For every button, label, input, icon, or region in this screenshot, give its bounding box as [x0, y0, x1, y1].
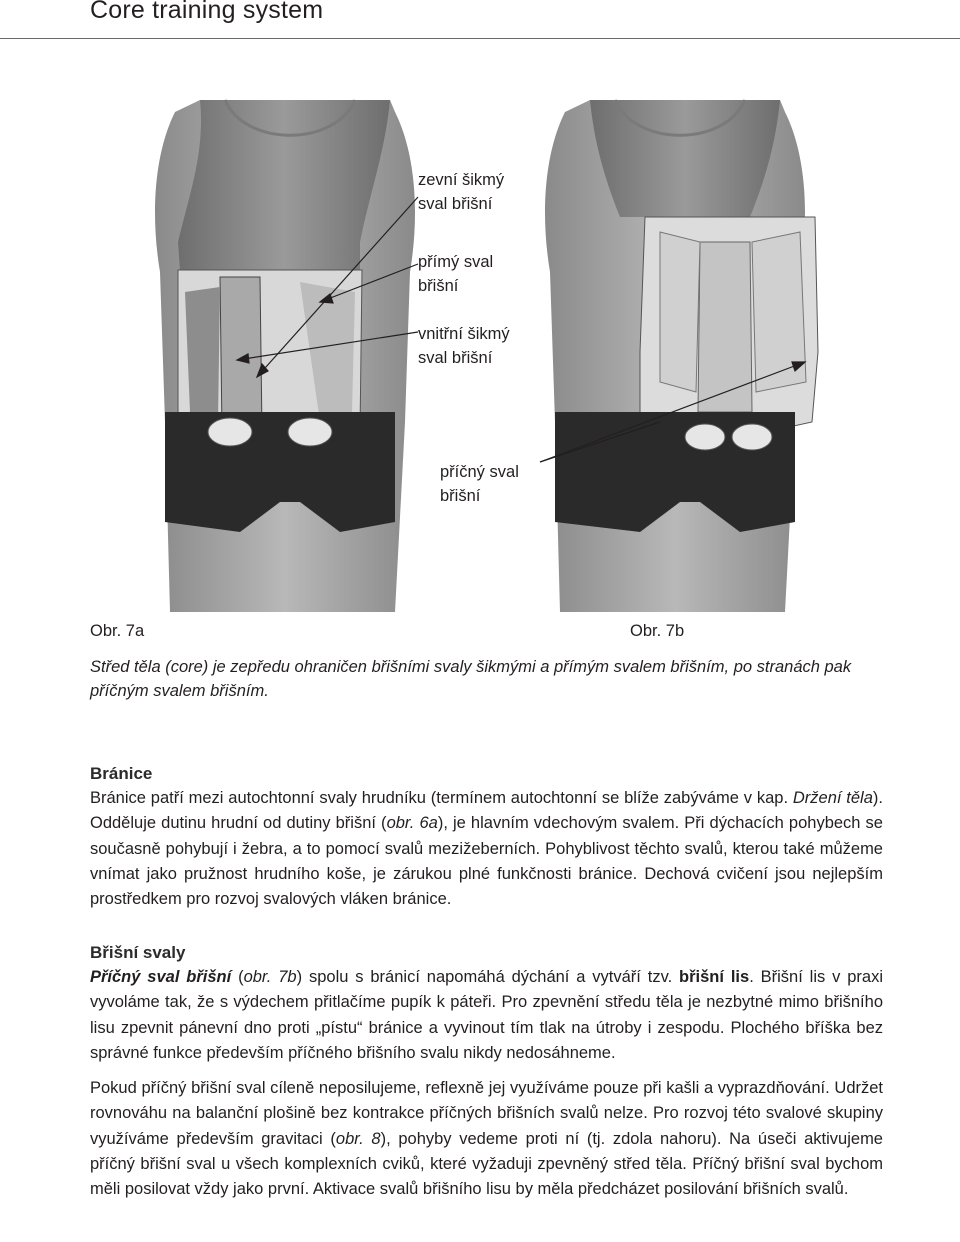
section-heading: Břišní svaly	[90, 943, 186, 962]
figure-7b-body	[545, 100, 818, 612]
annotation-internal-oblique: vnitřní šikmý sval břišní	[418, 325, 510, 367]
page-header-title: Core training system	[90, 0, 324, 24]
header-divider	[0, 38, 960, 39]
annotation-rectus-abdominis: přímý sval břišní	[418, 253, 494, 295]
paragraph: Příčný sval břišní (obr. 7b) spolu s bránicí napomáhá dýchání a vytváří tzv. břišní lis. Břišní lis v praxi vyvoláme tak, že s výdechem přitlačíme pupík k páteři. Pro zpevnění středu těla je nezbytné mimo břišního lisu zpevnit pánevní dno proti „pístu“ bránice a vyvinout tím tlak na útroby i zespodu. Plochého bříška bez správné funkce především příčného břišního svalu nikdy nedosáhneme.	[90, 968, 883, 1062]
paragraph: Pokud příčný břišní sval cíleně neposilujeme, reflexně jej využíváme pouze při kašli a vyprazdňování. Udržet rovnováhu na balanční plošině bez kontrakce příčných břišních svalů nelze. Pro rozvoj této svalové skupiny využíváme především gravitaci (obr. 8), pohyby vedeme proti ní (tj. zdola nahoru). Na úseči aktivujeme příčný břišní sval u všech komplexních cviků, které vyžaduji zpevněný střed těla. Příčný břišní sval bychom měli posilovat vždy jako první. Aktivace svalů břišního lisu by měla předcházet posilování břišních svalů.	[90, 1079, 883, 1199]
annotation-transversus-abdominis: příčný sval břišní	[440, 463, 519, 505]
figure-label-7a: Obr. 7a	[90, 622, 145, 640]
section-heading: Bránice	[90, 764, 153, 783]
section-branice	[90, 762, 883, 912]
paragraph: Bránice patří mezi autochtonní svaly hrudníku (termínem autochtonní se blíže zabýváme v kap. Držení těla). Odděluje dutinu hrudní od dutiny břišní (obr. 6a), je hlavním vdechovým svalem. Při dýchacích pohybech se současně pohybují i žebra, a to pomocí svalů mezižeberních. Pohyblivost těchto svalů, kterou také můžeme vnímat jako pružnost hrudního koše, je zárukou plné funkčnosti bránice. Dechová cvičení jsou nejlepším prostředkem pro rozvoj svalových vláken bránice.	[90, 789, 883, 909]
anatomy-figure	[0, 92, 960, 612]
figure-7a-body	[155, 100, 415, 612]
figure-label-7b: Obr. 7b	[630, 622, 685, 640]
annotation-external-oblique: zevní šikmý sval břišní	[418, 171, 505, 213]
figure-caption: Střed těla (core) je zepředu ohraničen břišními svaly šikmými a přímým svalem břišním, po stranách pak příčným svalem břišním.	[90, 658, 852, 700]
section-brisni-svaly	[90, 941, 883, 1203]
